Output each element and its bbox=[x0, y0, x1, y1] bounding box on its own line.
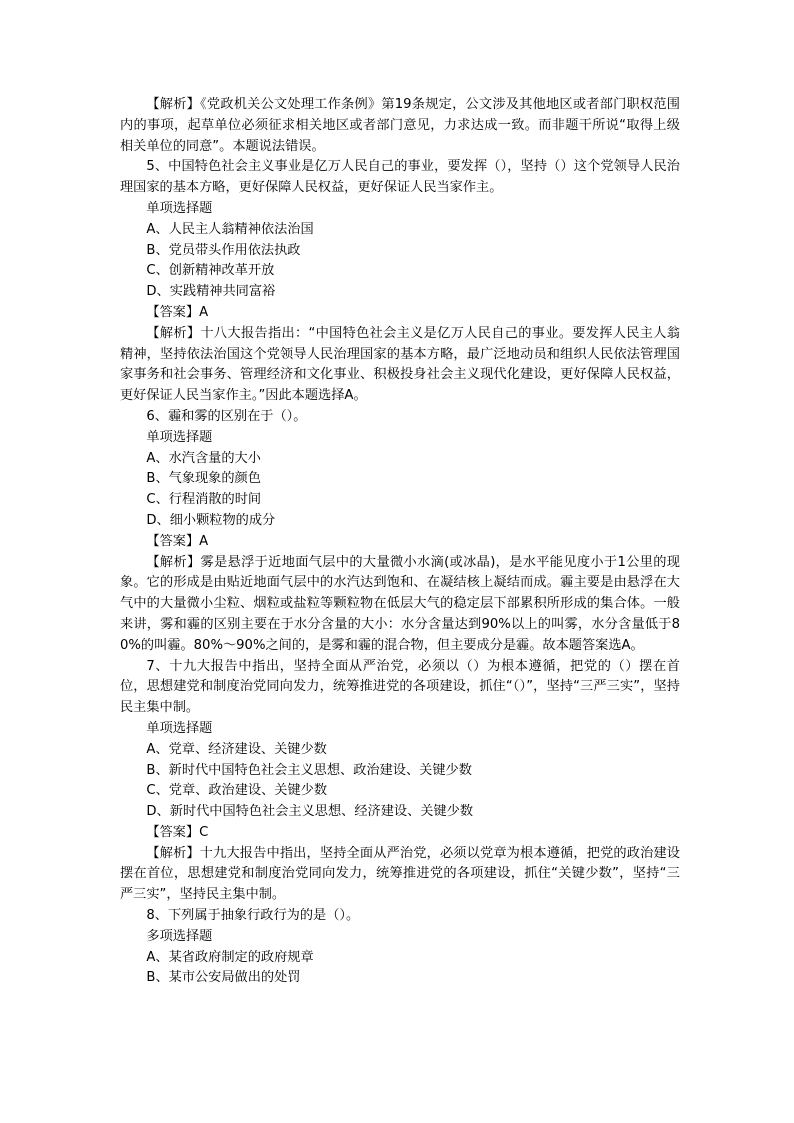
document-paragraph: B、党员带头作用依法执政 bbox=[146, 242, 301, 258]
document-paragraph: 单项选择题 bbox=[146, 200, 213, 216]
document-paragraph: 【解析】雾是悬浮于近地面气层中的大量微小水滴(或冰晶)，是水平能见度小于1公里的现象。它的形成是由贴近地面气层中的水汽达到饱和、在凝结核上凝结而成。霾主要是由悬浮在大气中的大量微小尘粒、烟粒或盐粒等颗粒物在低层大气的稳定层下部累积所形成的集合体。一般来讲，雾和霾的区别主要在于水分含量的大小：水分含量达到90%以上的叫雾，水分含量低于80%的叫霾。80%～90%之间的，是雾和霾的混合物，但主要成分是霾。故本题答案选A。 bbox=[120, 554, 680, 653]
document-paragraph: 5、中国特色社会主义事业是亿万人民自己的事业，要发挥（），坚持（）这个党领导人民治理国家的基本方略，更好保障人民权益，更好保证人民当家作主。 bbox=[120, 159, 680, 196]
document-paragraph: D、细小颗粒物的成分 bbox=[146, 512, 276, 528]
document-paragraph: C、创新精神改革开放 bbox=[146, 263, 275, 279]
document-paragraph: 【解析】《党政机关公文处理工作条例》第19条规定，公文涉及其他地区或者部门职权范围内的事项，起草单位必须征求相关地区或者部门意见，力求达成一致。而非题干所说“取得上级相关单位的同意”。本题说法错误。 bbox=[120, 97, 680, 154]
document-paragraph: 多项选择题 bbox=[146, 928, 213, 944]
document-paragraph: B、某市公安局做出的处罚 bbox=[146, 970, 301, 986]
document-paragraph: D、实践精神共同富裕 bbox=[146, 284, 276, 300]
document-paragraph: B、新时代中国特色社会主义思想、政治建设、关键少数 bbox=[146, 762, 472, 778]
document-paragraph: 【答案】A bbox=[146, 304, 209, 320]
document-paragraph: C、党章、政治建设、关键少数 bbox=[146, 783, 328, 799]
document-paragraph: C、行程消散的时间 bbox=[146, 492, 262, 508]
document-paragraph: 【答案】C bbox=[146, 824, 209, 840]
document-paragraph: 【答案】A bbox=[146, 533, 209, 549]
document-paragraph: 7、十九大报告中指出，坚持全面从严治党，必须以（）为根本遵循，把党的（）摆在首位，思想建党和制度治党同向发力，统筹推进党的各项建设，抓住“（）”，坚持“三严三实”，坚持民主集中制。 bbox=[120, 658, 680, 716]
document-paragraph: D、新时代中国特色社会主义思想、经济建设、关键少数 bbox=[146, 804, 474, 820]
document-paragraph: A、某省政府制定的政府规章 bbox=[146, 949, 314, 965]
document-body bbox=[120, 95, 680, 989]
document-paragraph: 【解析】十九大报告中指出，坚持全面从严治党，必须以党章为根本遵循，把党的政治建设摆在首位，思想建党和制度治党同向发力，统筹推进党的各项建设，抓住“关键少数”，坚持“三严三实”，坚持民主集中制。 bbox=[120, 845, 680, 903]
document-paragraph: A、党章、经济建设、关键少数 bbox=[146, 741, 327, 757]
document-paragraph: 6、霾和雾的区别在于（）。 bbox=[146, 408, 307, 424]
document-paragraph: A、水汽含量的大小 bbox=[146, 450, 261, 466]
document-paragraph: 单项选择题 bbox=[146, 720, 213, 736]
document-paragraph: 8、下列属于抽象行政行为的是（）。 bbox=[146, 908, 360, 924]
document-paragraph: 单项选择题 bbox=[146, 429, 213, 445]
document-paragraph: 【解析】十八大报告指出：“中国特色社会主义是亿万人民自己的事业。要发挥人民主人翁精神，坚持依法治国这个党领导人民治理国家的基本方略，最广泛地动员和组织人民依法管理国家事务和社会事务、管理经济和文化事业、积极投身社会主义现代化建设，更好保障人民权益，更好保证人民当家作主。”因此本题选择A。 bbox=[120, 325, 680, 404]
document-paragraph: A、人民主人翁精神依法治国 bbox=[146, 221, 314, 237]
document-paragraph: B、气象现象的颜色 bbox=[146, 471, 261, 487]
